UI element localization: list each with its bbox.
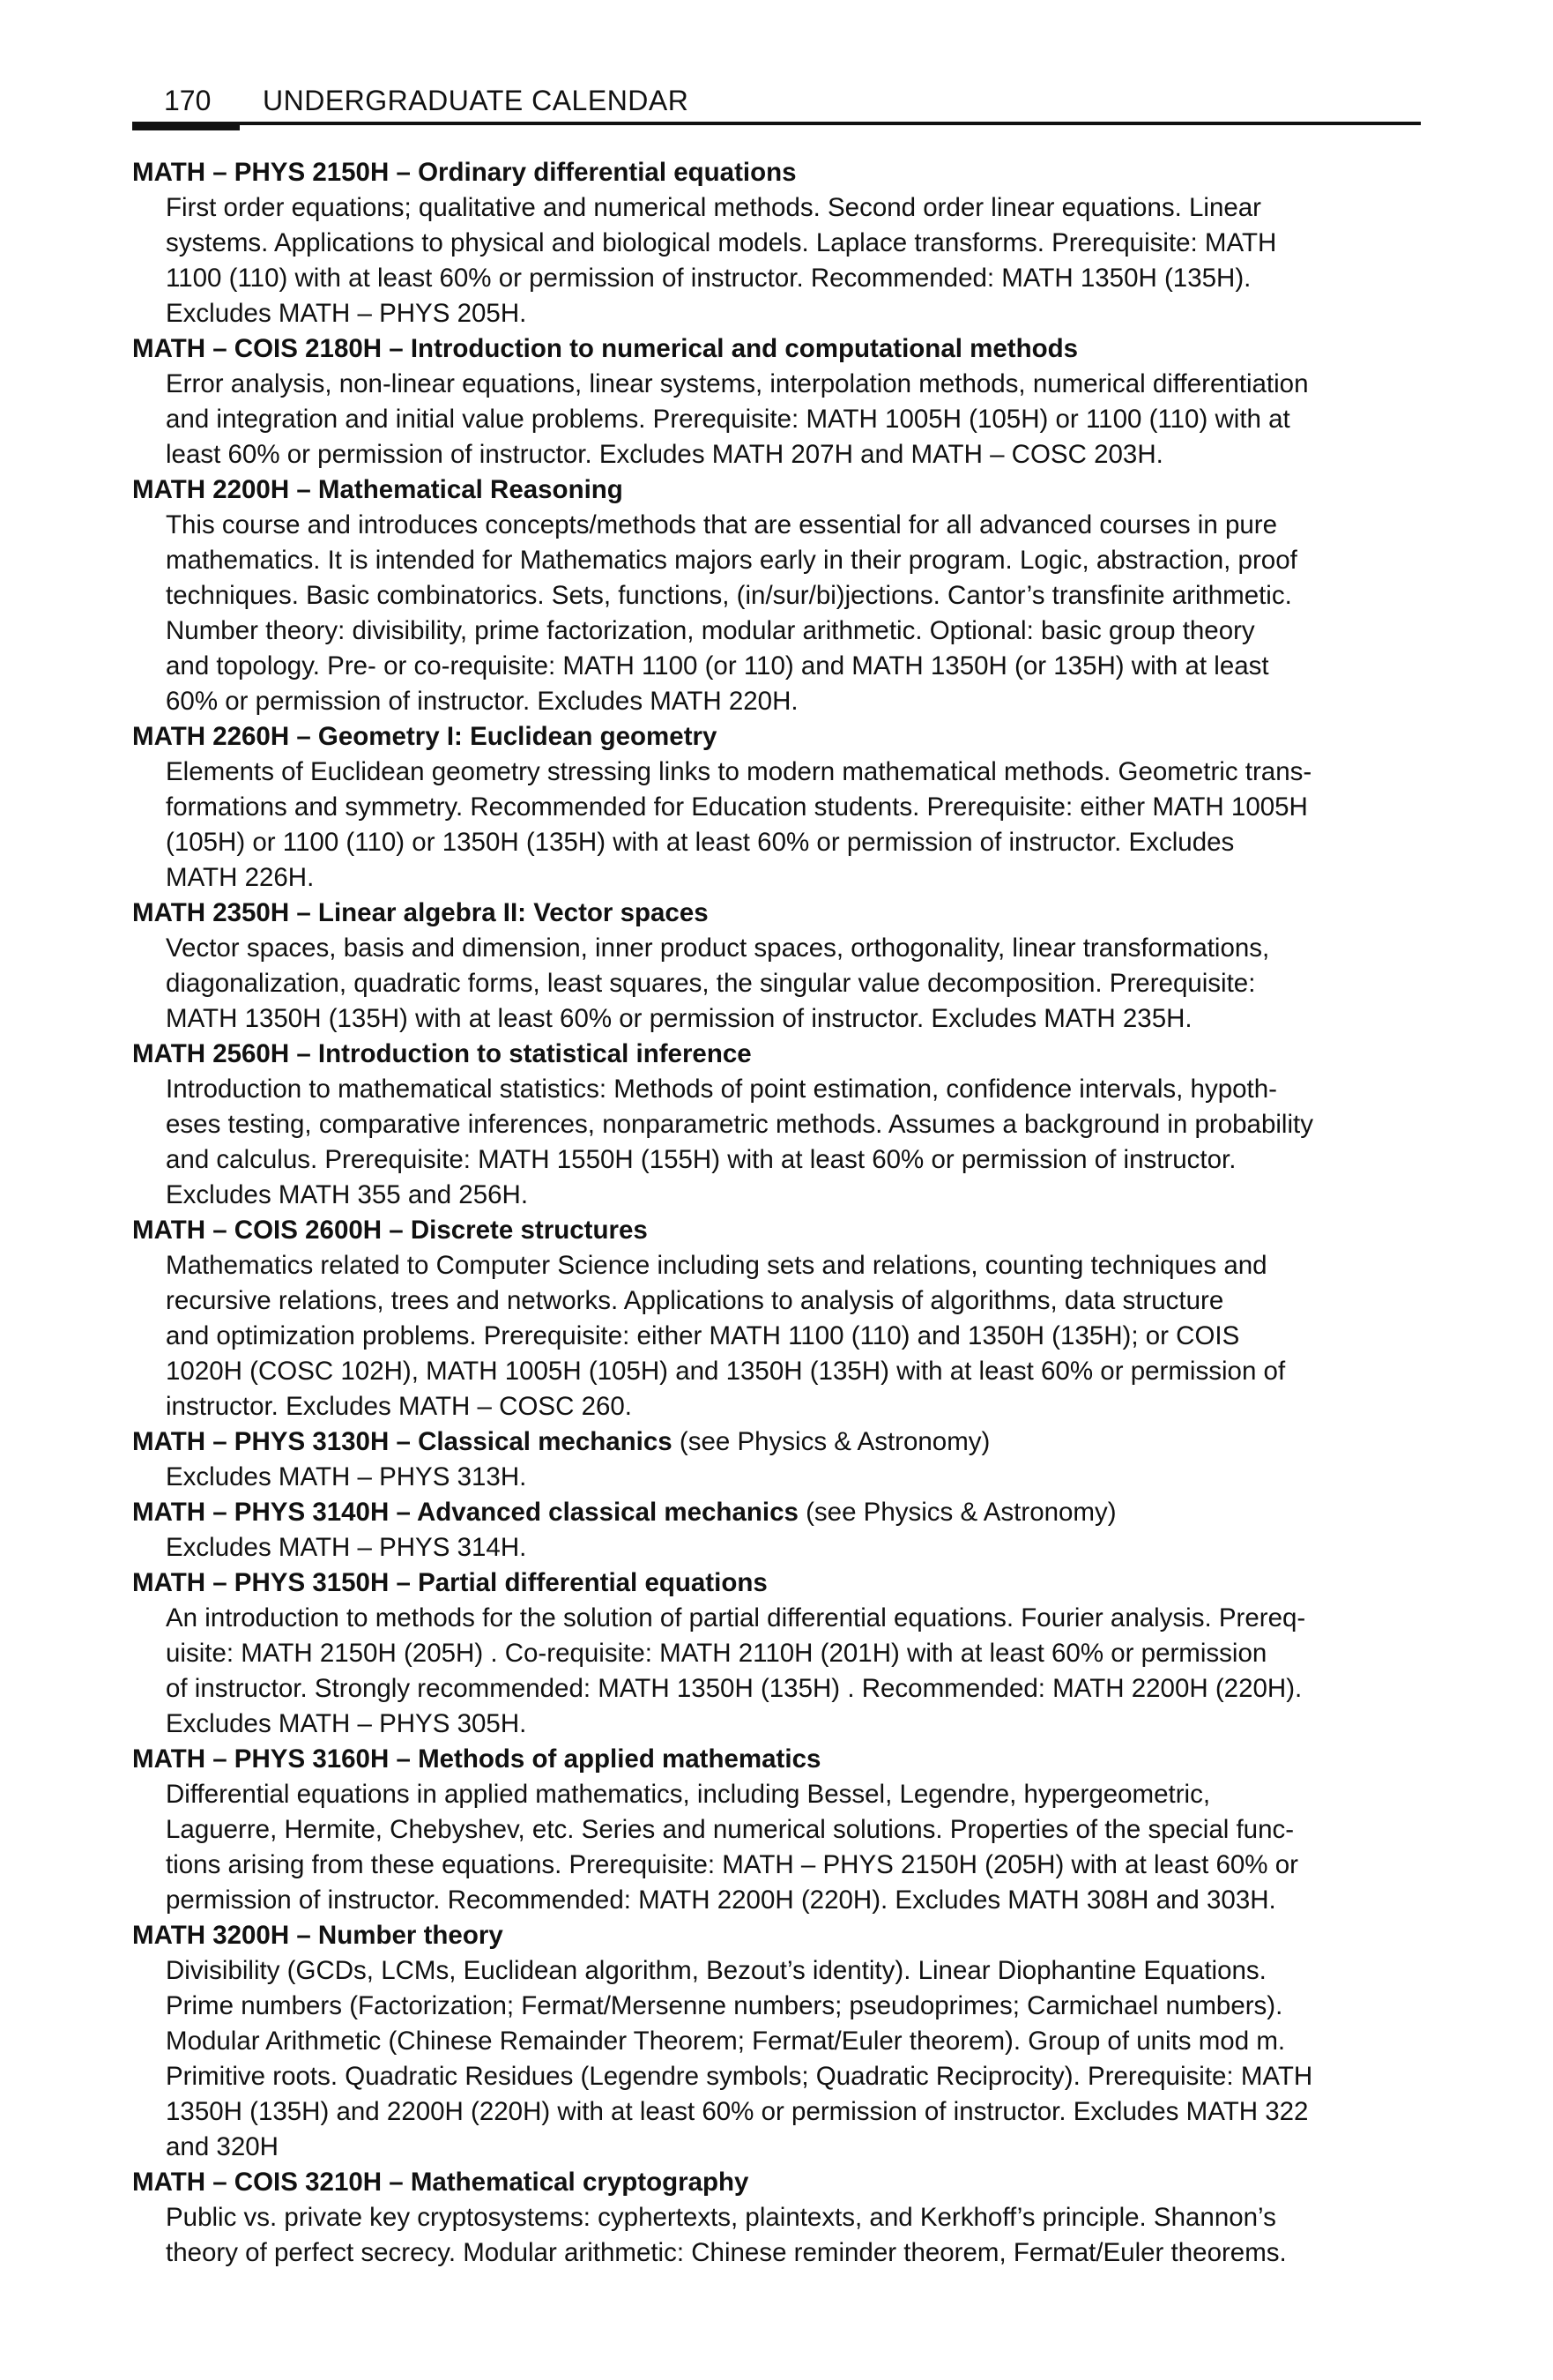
course-title [132, 1424, 1421, 1460]
course-title [132, 1918, 1421, 1953]
course-title-text: MATH – COIS 3210H – Mathematical cryptography [132, 2168, 749, 2197]
course-description: An introduction to methods for the solution of partial differential equations. Fourier analysis. Prereq- uisite: MATH 2150H (205H) . Co-requisite: MATH 2110H (201H) with at least 60% or permission of instructor. Strongly recommended: MATH 1350H (135H) . Recommended: MATH 2200H (220H). Excludes MATH – PHYS 305H. [166, 1603, 1306, 1738]
course-title-text: MATH 2560H – Introduction to statistical inference [132, 1039, 752, 1068]
course-title-text: MATH 2200H – Mathematical Reasoning [132, 475, 623, 504]
course-description: This course and introduces concepts/methods that are essential for all advanced courses in pure mathematics. It is intended for Mathematics majors early in their program. Logic, abstraction, proof techniques. Basic combinatorics. Sets, functions, (in/sur/bi)jections. Cantor’s transfinite arithmetic. Number theory: divisibility, prime factorization, modular arithmetic. Optional: basic group theory and topology. Pre- or co-requisite: MATH 1100 (or 110) and MATH 1350H (or 135H) with at least 60% or permission of instructor. Excludes MATH 220H. [166, 510, 1297, 716]
course-entry [132, 1918, 1421, 2165]
course-description: Public vs. private key cryptosystems: cyphertexts, plaintexts, and Kerkhoff’s principle. Shannon’s theory of perfect secrecy. Modular arithmetic: Chinese reminder theorem, Fermat/Euler theorems. [166, 2203, 1287, 2267]
course-entry [132, 331, 1421, 472]
course-entry [132, 155, 1421, 331]
course-entry [132, 472, 1421, 719]
course-entry [132, 1037, 1421, 1213]
course-title [132, 2165, 1421, 2200]
course-title-text: MATH – COIS 2180H – Introduction to numerical and computational methods [132, 334, 1079, 363]
course-description: Introduction to mathematical statistics: Methods of point estimation, confidence intervals, hypoth- eses testing, comparative inferences, nonparametric methods. Assumes a background in probability and calculus. Prerequisite: MATH 1550H (155H) with at least 60% or permission of instructor. Excludes MATH 355 and 256H. [166, 1075, 1313, 1209]
course-title-text: MATH – PHYS 3160H – Methods of applied mathematics [132, 1744, 821, 1774]
course-title [132, 1037, 1421, 1072]
course-cross-reference: (see Physics & Astronomy) [798, 1498, 1117, 1527]
course-entry [132, 1566, 1421, 1742]
course-title-text: MATH – COIS 2600H – Discrete structures [132, 1216, 648, 1245]
header-tab-marker [132, 122, 240, 130]
course-description: Excludes MATH – PHYS 314H. [166, 1533, 527, 1562]
course-description: Differential equations in applied mathematics, including Bessel, Legendre, hypergeometric, Laguerre, Hermite, Chebyshev, etc. Series and numerical solutions. Properties of the special func- tions arising from these equations. Prerequisite: MATH – PHYS 2150H (205H) with at least 60% or permission of instructor. Recommended: MATH 2200H (220H). Excludes MATH 308H and 303H. [166, 1780, 1298, 1915]
course-title [132, 1495, 1421, 1530]
course-title [132, 331, 1421, 367]
course-description: Vector spaces, basis and dimension, inner product spaces, orthogonality, linear transformations, diagonalization, quadratic forms, least squares, the singular value decomposition. Prerequisite: MATH 1350H (135H) with at least 60% or permission of instructor. Excludes MATH 235H. [166, 933, 1270, 1033]
course-title [132, 896, 1421, 931]
course-title-text: MATH 3200H – Number theory [132, 1921, 503, 1950]
course-entry [132, 1742, 1421, 1918]
course-title [132, 1742, 1421, 1777]
course-description: Divisibility (GCDs, LCMs, Euclidean algorithm, Bezout’s identity). Linear Diophantine Equations. Prime numbers (Factorization; Fermat/Mersenne numbers; pseudoprimes; Carmichael numbers). Modular Arithmetic (Chinese Remainder Theorem; Fermat/Euler theorem). Group of units mod m. Primitive roots. Quadratic Residues (Legendre symbols; Quadratic Reciprocity). Prerequisite: MATH 1350H (135H) and 2200H (220H) with at least 60% or permission of instructor. Excludes MATH 322 and 320H [166, 1956, 1313, 2161]
course-cross-reference: (see Physics & Astronomy) [672, 1427, 991, 1456]
course-title-text: MATH – PHYS 3140H – Advanced classical mechanics [132, 1498, 799, 1527]
course-title-text: MATH – PHYS 3130H – Classical mechanics [132, 1427, 672, 1456]
running-title: UNDERGRADUATE CALENDAR [263, 85, 689, 116]
course-title [132, 155, 1421, 190]
course-title [132, 1213, 1421, 1248]
course-entry [132, 2165, 1421, 2271]
course-entry [132, 896, 1421, 1037]
course-description: Elements of Euclidean geometry stressing links to modern mathematical methods. Geometric trans- formations and symmetry. Recommended for Education students. Prerequisite: either MATH 1005H (105H) or 1100 (110) or 1350H (135H) with at least 60% or permission of instructor. Excludes MATH 226H. [166, 757, 1312, 892]
course-title [132, 472, 1421, 508]
course-title-text: MATH 2350H – Linear algebra II: Vector spaces [132, 898, 709, 927]
header-rule [132, 122, 1421, 125]
course-entry [132, 719, 1421, 896]
course-entry [132, 1213, 1421, 1424]
course-title-text: MATH – PHYS 2150H – Ordinary differential equations [132, 158, 797, 187]
page-header [132, 81, 1421, 130]
course-title [132, 1566, 1421, 1601]
course-entry [132, 1424, 1421, 1495]
page-number: 170 [164, 85, 212, 116]
course-entry [132, 1495, 1421, 1566]
course-description: Error analysis, non-linear equations, linear systems, interpolation methods, numerical differentiation and integration and initial value problems. Prerequisite: MATH 1005H (105H) or 1100 (110) with at least 60% or permission of instructor. Excludes MATH 207H and MATH – COSC 203H. [166, 369, 1309, 469]
course-description: Excludes MATH – PHYS 313H. [166, 1462, 527, 1491]
course-title [132, 719, 1421, 755]
course-title-text: MATH – PHYS 3150H – Partial differential equations [132, 1568, 768, 1597]
course-title-text: MATH 2260H – Geometry I: Euclidean geometry [132, 722, 717, 751]
course-description: First order equations; qualitative and numerical methods. Second order linear equations. Linear systems. Applications to physical and biological models. Laplace transforms. Prerequisite: MATH 1100 (110) with at least 60% or permission of instructor. Recommended: MATH 1350H (135H). Excludes MATH – PHYS 205H. [166, 193, 1277, 328]
course-list [132, 155, 1421, 2271]
course-description: Mathematics related to Computer Science including sets and relations, counting techniques and recursive relations, trees and networks. Applications to analysis of algorithms, data structure and optimization problems. Prerequisite: either MATH 1100 (110) and 1350H (135H); or COIS 1020H (COSC 102H), MATH 1005H (105H) and 1350H (135H) with at least 60% or permission of instructor. Excludes MATH – COSC 260. [166, 1251, 1286, 1421]
